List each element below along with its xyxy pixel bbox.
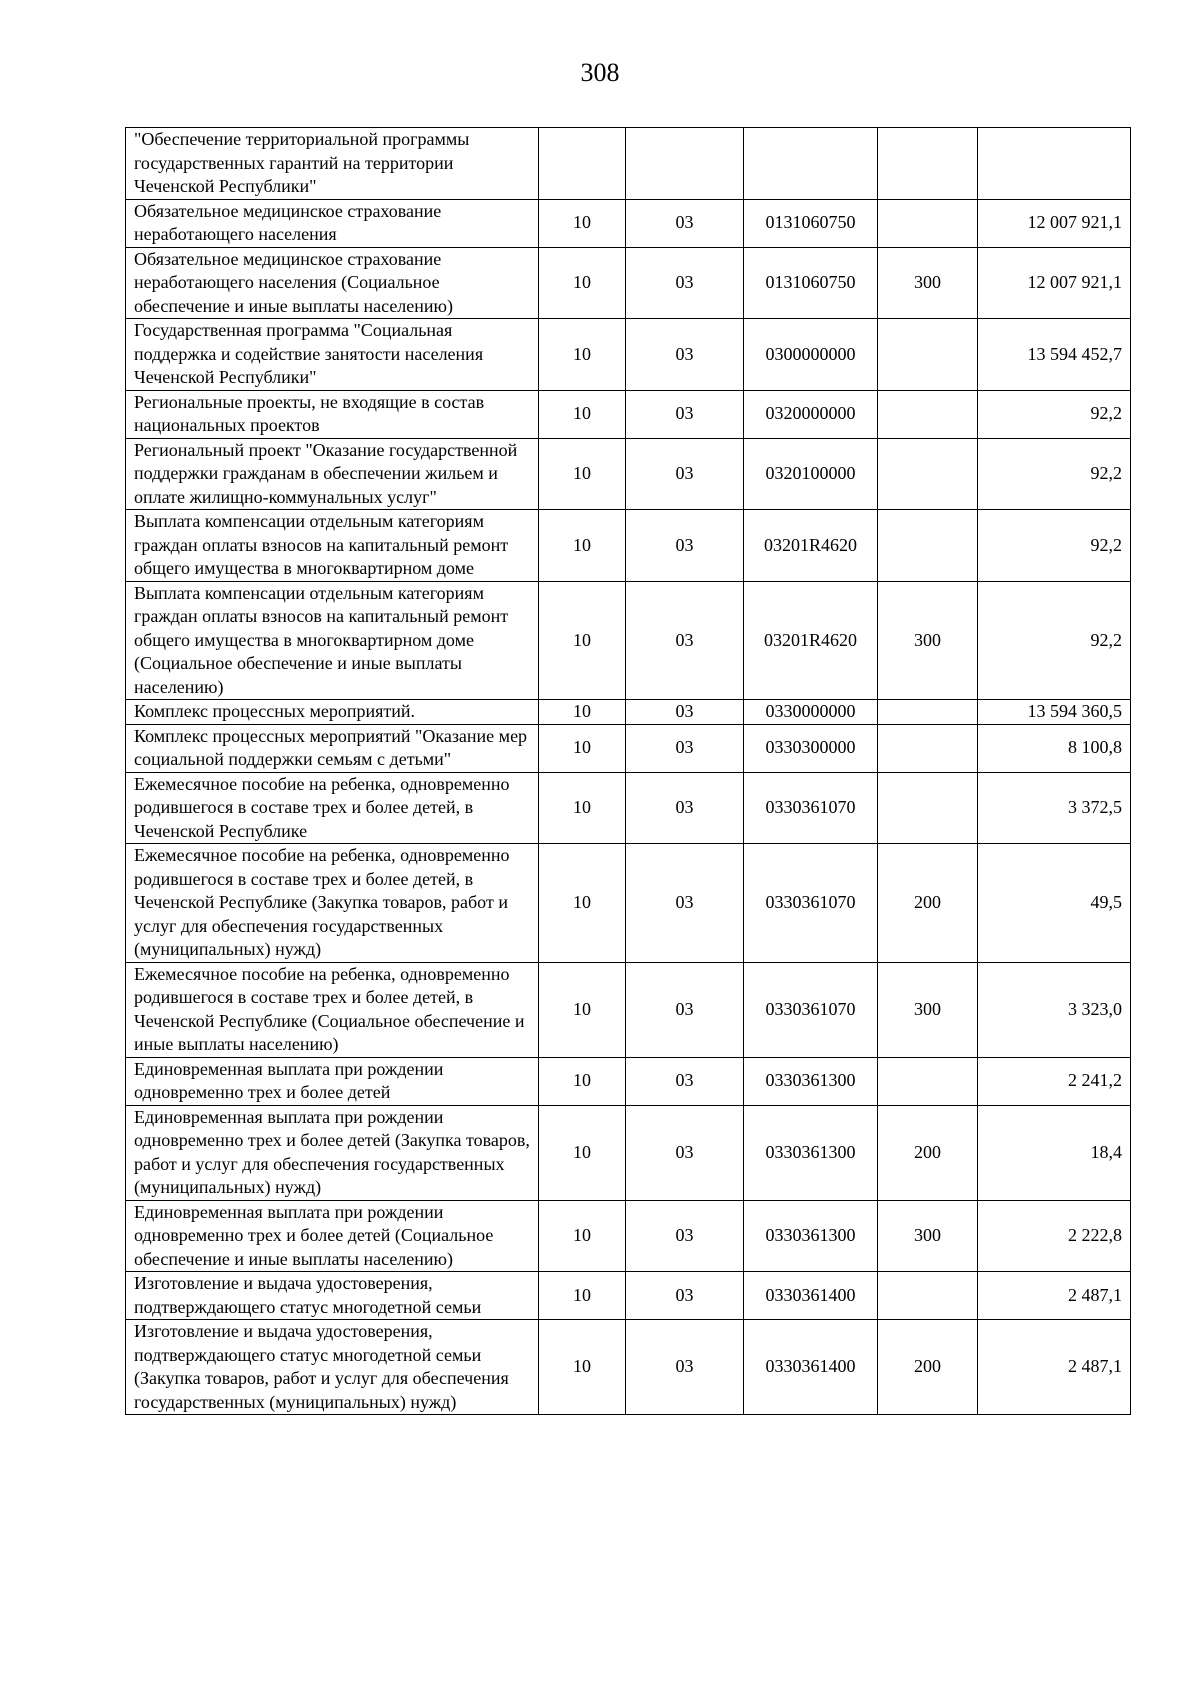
expense-type-code-cell: 200	[878, 1320, 978, 1415]
table-row	[126, 128, 1131, 200]
table-row	[126, 1200, 1131, 1272]
row-name-cell: Изготовление и выдача удостоверения, подтверждающего статус многодетной семьи	[126, 1272, 539, 1320]
expense-type-code-cell	[878, 700, 978, 725]
amount-cell: 92,2	[978, 438, 1131, 510]
amount-cell: 49,5	[978, 844, 1131, 963]
amount-cell: 3 372,5	[978, 772, 1131, 844]
amount-cell: 3 323,0	[978, 962, 1131, 1057]
expense-type-code-cell: 300	[878, 962, 978, 1057]
expense-type-code-cell	[878, 510, 978, 582]
row-name-cell: Региональные проекты, не входящие в состав национальных проектов	[126, 390, 539, 438]
expense-type-code-cell: 200	[878, 1105, 978, 1200]
amount-cell: 92,2	[978, 581, 1131, 700]
table-row	[126, 772, 1131, 844]
amount-cell: 18,4	[978, 1105, 1131, 1200]
section-code-cell	[539, 128, 626, 200]
row-name-cell: Единовременная выплата при рождении одновременно трех и более детей (Социальное обеспечение и иные выплаты населению)	[126, 1200, 539, 1272]
expense-type-code-cell	[878, 438, 978, 510]
row-name-cell: Ежемесячное пособие на ребенка, одновременно родившегося в составе трех и более детей, в Чеченской Республике (Закупка товаров, работ и услуг для обеспечения государственных (муниципальных) нужд)	[126, 844, 539, 963]
row-name-cell: Государственная программа "Социальная поддержка и содействие занятости населения Чеченской Республики"	[126, 319, 539, 391]
row-name-cell: Единовременная выплата при рождении одновременно трех и более детей (Закупка товаров, работ и услуг для обеспечения государственных (муниципальных) нужд)	[126, 1105, 539, 1200]
expense-type-code-cell: 300	[878, 247, 978, 319]
amount-cell: 92,2	[978, 390, 1131, 438]
table-row	[126, 390, 1131, 438]
amount-cell: 12 007 921,1	[978, 199, 1131, 247]
table-row	[126, 724, 1131, 772]
row-name-cell: "Обеспечение территориальной программы государственных гарантий на территории Чеченской Республики"	[126, 128, 539, 200]
subsection-code-cell: 03	[626, 1105, 744, 1200]
subsection-code-cell: 03	[626, 581, 744, 700]
section-code-cell: 10	[539, 581, 626, 700]
target-article-code-cell: 0330000000	[744, 700, 878, 725]
amount-cell: 2 241,2	[978, 1057, 1131, 1105]
amount-cell: 13 594 360,5	[978, 700, 1131, 725]
section-code-cell: 10	[539, 772, 626, 844]
expense-type-code-cell: 300	[878, 581, 978, 700]
section-code-cell: 10	[539, 700, 626, 725]
amount-cell: 13 594 452,7	[978, 319, 1131, 391]
table-row	[126, 1057, 1131, 1105]
table-row	[126, 247, 1131, 319]
section-code-cell: 10	[539, 724, 626, 772]
amount-cell: 12 007 921,1	[978, 247, 1131, 319]
subsection-code-cell: 03	[626, 247, 744, 319]
target-article-code-cell: 0330361070	[744, 962, 878, 1057]
target-article-code-cell: 0131060750	[744, 247, 878, 319]
expense-type-code-cell	[878, 199, 978, 247]
target-article-code-cell: 0320100000	[744, 438, 878, 510]
subsection-code-cell: 03	[626, 844, 744, 963]
target-article-code-cell: 0330361300	[744, 1200, 878, 1272]
row-name-cell: Обязательное медицинское страхование неработающего населения (Социальное обеспечение и иные выплаты населению)	[126, 247, 539, 319]
row-name-cell: Ежемесячное пособие на ребенка, одновременно родившегося в составе трех и более детей, в Чеченской Республике	[126, 772, 539, 844]
subsection-code-cell: 03	[626, 390, 744, 438]
target-article-code-cell: 0330361400	[744, 1272, 878, 1320]
table-row	[126, 1105, 1131, 1200]
amount-cell: 8 100,8	[978, 724, 1131, 772]
expense-type-code-cell: 200	[878, 844, 978, 963]
expense-type-code-cell: 300	[878, 1200, 978, 1272]
subsection-code-cell: 03	[626, 772, 744, 844]
subsection-code-cell: 03	[626, 1200, 744, 1272]
subsection-code-cell: 03	[626, 700, 744, 725]
target-article-code-cell: 03201R4620	[744, 510, 878, 582]
table-row	[126, 438, 1131, 510]
section-code-cell: 10	[539, 319, 626, 391]
table-row	[126, 844, 1131, 963]
section-code-cell: 10	[539, 390, 626, 438]
subsection-code-cell: 03	[626, 962, 744, 1057]
amount-cell: 92,2	[978, 510, 1131, 582]
row-name-cell: Выплата компенсации отдельным категориям граждан оплаты взносов на капитальный ремонт общего имущества в многоквартирном доме	[126, 510, 539, 582]
amount-cell	[978, 128, 1131, 200]
row-name-cell: Региональный проект "Оказание государственной поддержки гражданам в обеспечении жильем и оплате жилищно-коммунальных услуг"	[126, 438, 539, 510]
section-code-cell: 10	[539, 247, 626, 319]
subsection-code-cell: 03	[626, 319, 744, 391]
row-name-cell: Комплекс процессных мероприятий.	[126, 700, 539, 725]
section-code-cell: 10	[539, 1200, 626, 1272]
expense-type-code-cell	[878, 724, 978, 772]
section-code-cell: 10	[539, 1057, 626, 1105]
target-article-code-cell	[744, 128, 878, 200]
table-row	[126, 1320, 1131, 1415]
amount-cell: 2 487,1	[978, 1272, 1131, 1320]
row-name-cell: Выплата компенсации отдельным категориям граждан оплаты взносов на капитальный ремонт общего имущества в многоквартирном доме (Социальное обеспечение и иные выплаты населению)	[126, 581, 539, 700]
table-row	[126, 581, 1131, 700]
table-row	[126, 199, 1131, 247]
table-row	[126, 962, 1131, 1057]
subsection-code-cell: 03	[626, 1320, 744, 1415]
table-row	[126, 700, 1131, 725]
page-number: 308	[580, 58, 620, 87]
budget-table-body	[126, 128, 1131, 1415]
expense-type-code-cell	[878, 772, 978, 844]
subsection-code-cell: 03	[626, 1272, 744, 1320]
section-code-cell: 10	[539, 1105, 626, 1200]
target-article-code-cell: 0320000000	[744, 390, 878, 438]
target-article-code-cell: 0330361400	[744, 1320, 878, 1415]
target-article-code-cell: 03201R4620	[744, 581, 878, 700]
section-code-cell: 10	[539, 1320, 626, 1415]
table-row	[126, 510, 1131, 582]
section-code-cell: 10	[539, 962, 626, 1057]
row-name-cell: Ежемесячное пособие на ребенка, одновременно родившегося в составе трех и более детей, в Чеченской Республике (Социальное обеспечение и иные выплаты населению)	[126, 962, 539, 1057]
subsection-code-cell: 03	[626, 1057, 744, 1105]
target-article-code-cell: 0330300000	[744, 724, 878, 772]
row-name-cell: Единовременная выплата при рождении одновременно трех и более детей	[126, 1057, 539, 1105]
section-code-cell: 10	[539, 510, 626, 582]
row-name-cell: Комплекс процессных мероприятий "Оказание мер социальной поддержки семьям с детьми"	[126, 724, 539, 772]
section-code-cell: 10	[539, 1272, 626, 1320]
table-row	[126, 1272, 1131, 1320]
target-article-code-cell: 0131060750	[744, 199, 878, 247]
amount-cell: 2 487,1	[978, 1320, 1131, 1415]
expense-type-code-cell	[878, 390, 978, 438]
subsection-code-cell: 03	[626, 199, 744, 247]
row-name-cell: Обязательное медицинское страхование неработающего населения	[126, 199, 539, 247]
expense-type-code-cell	[878, 319, 978, 391]
target-article-code-cell: 0300000000	[744, 319, 878, 391]
subsection-code-cell: 03	[626, 724, 744, 772]
target-article-code-cell: 0330361070	[744, 772, 878, 844]
expense-type-code-cell	[878, 128, 978, 200]
section-code-cell: 10	[539, 199, 626, 247]
subsection-code-cell: 03	[626, 510, 744, 582]
section-code-cell: 10	[539, 844, 626, 963]
section-code-cell: 10	[539, 438, 626, 510]
target-article-code-cell: 0330361300	[744, 1057, 878, 1105]
expense-type-code-cell	[878, 1057, 978, 1105]
subsection-code-cell: 03	[626, 438, 744, 510]
amount-cell: 2 222,8	[978, 1200, 1131, 1272]
target-article-code-cell: 0330361300	[744, 1105, 878, 1200]
target-article-code-cell: 0330361070	[744, 844, 878, 963]
row-name-cell: Изготовление и выдача удостоверения, подтверждающего статус многодетной семьи (Закупка товаров, работ и услуг для обеспечения государственных (муниципальных) нужд)	[126, 1320, 539, 1415]
table-row	[126, 319, 1131, 391]
budget-table	[125, 127, 1131, 1415]
subsection-code-cell	[626, 128, 744, 200]
expense-type-code-cell	[878, 1272, 978, 1320]
